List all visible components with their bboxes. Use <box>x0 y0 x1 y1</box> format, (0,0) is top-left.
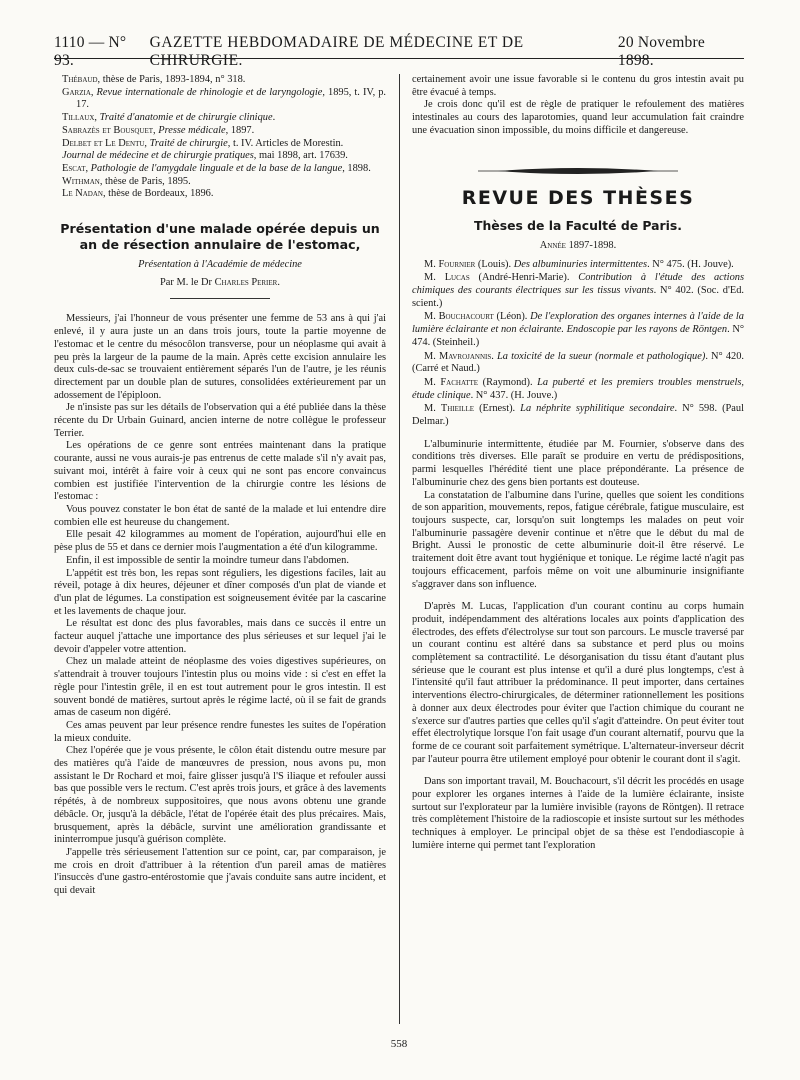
review-fournier <box>412 439 744 591</box>
article-paragraph: Je crois donc qu'il est de règle de pratiquer le refoulement des matières intestinales au cours des laparotomies, quand leur accumulation fait craindre une évacuation sinon impossible, du moins difficile et dangereuse. <box>412 99 744 136</box>
reference-author: Withman <box>62 175 100 187</box>
reference-author: Le Nadan <box>62 188 103 200</box>
review-lucas <box>412 601 744 766</box>
article-paragraph: Vous pouvez constater le bon état de santé de la malade et lui entendre dire combien elle est heureuse du changement. <box>54 503 386 528</box>
header-page-issue: 1110 — N° 93. <box>54 34 127 69</box>
review-paragraph: D'après M. Lucas, l'application d'un courant continu au corps humain produit, indépendamment des altérations locales aux points d'application des électrodes, des effets d'électrolyse sur tout son parcours. Le muscle traversé par un courant continu est altéré dans sa substance et perd plus ou moins complètement sa contractilité. Le désorganisation du tissu étant d'autant plus sérieuse que le courant est plus intense et qu'il a duré plus longtemps, c'est à l'intensité qu'il faut attribuer la prédominance. Il peut importer, dans certaines interventions électro-chirurgicales, de déterminer rationnellement les positions à donner aux deux électrodes pour éviter que l'action chimique du courant ne s'exerce sur d'autres parties que celles qu'il s'agit d'atteindre. On peut éviter tout effet électrolytique lorsque l'on fait usage d'un courant alternatif, pourvu que la forme de ce courant soit parfaitement symétrique. L'alternateur-inverseur décrit par l'auteur pourra être utilement employé pour obtenir le courant dont il s'agit. <box>412 601 744 765</box>
thesis-author-first: (Léon). <box>493 311 531 323</box>
header-date: 20 Novembre 1898. <box>617 34 705 69</box>
thesis-title: La puberté et les premiers troubles menstruels, étude clinique <box>412 376 744 401</box>
reference-title: Journal de médecine et de chirurgie pratiques <box>62 150 254 162</box>
article-body <box>54 313 386 897</box>
review-paragraph: L'albuminurie intermittente, étudiée par M. Fournier, s'observe dans des conditions très diverses. Elle paraît se produire en vertu de prédispositions, parmi lesquelles l'hérédité tient une place prépondérante. La présence de l'albuminurie chez des gens bien portants est douteuse. <box>412 438 744 488</box>
reference-details: , 1895, t. IV, p. 17. <box>76 86 386 111</box>
reference-details: , thèse de Paris, 1893-1894, n° 318. <box>97 74 246 85</box>
reference-title: Traité d'anatomie et de chirurgie clinique <box>99 112 273 124</box>
reference-item: Garzia, Revue internationale de rhinologie et de laryngologie, 1895, t. IV, p. 17. <box>62 86 386 111</box>
thesis-details: . N° 474. (Steinheil.) <box>412 324 744 348</box>
author-prefix: Par M. le Dr <box>160 276 215 288</box>
article-paragraph: J'appelle très sérieusement l'attention sur ce point, car, par comparaison, je me crois en droit d'attribuer à la rétention d'un pareil amas de matières l'insuccès d'une gastro-entérostomie que j'avais conduite sans autre incident, et qui devait <box>54 846 386 897</box>
article-paragraph: Elle pesait 42 kilogrammes au moment de l'opération, aujourd'hui elle en pèse plus de 55 et dans ce dernier mois l'augmentation a été d'un kilogramme. <box>54 529 386 554</box>
review-paragraph: La constatation de l'albumine dans l'urine, quelles que soient les conditions de son apparition, mouvements, repos, fatigue cérébrale, fatigue musculaire, est toujours suspecte, car, lorsqu'on suit longtemps les malades on peut voir l'albuminurie passagère devenir continue et n'être que le début du mal de Bright. Aussi le pronostic de cette albuminurie doit-il être réservé. Le traitement doit être avant tout hygiénique et tonique. Le régime lacté n'agit pas toujours efficacement, parfois même on voit une albuminurie insignifiante s'aggraver dans son influence. <box>412 489 744 590</box>
author-name: Charles Perier <box>214 276 278 288</box>
thesis-entry: M. Bouchacourt (Léon). De l'exploration des organes internes à l'aide de la lumière éclairante et non éclairante. Endoscopie par les rayons de Röntgen. N° 474. (Steinheil.) <box>412 311 744 348</box>
reference-title: Revue internationale de rhinologie et de laryngologie <box>96 86 323 98</box>
reference-author: Thébaud <box>62 74 98 85</box>
reference-item: Tillaux, Traité d'anatomie et de chirurgie clinique. <box>62 112 276 124</box>
thesis-title: De l'exploration des organes internes à l'aide de la lumière éclairante et non éclairante. Endoscopie par les rayons de Röntgen <box>412 311 744 336</box>
review-paragraph: Dans son important travail, M. Bouchacourt, s'il décrit les procédés en usage pour explorer les organes internes à l'aide de la lumière éclairante, insiste surtout sur l'explorateur par la lumière invisible (rayons de Röntgen). Il retrace très complètement l'histoire de la radioscopie et insiste surtout sur les méthodes techniques à employer. Le principal objet de sa thèse est l'endodiascopie à lumière interne qui permet tant l'exploration <box>412 776 744 851</box>
column-divider <box>399 74 400 1024</box>
article-title: Présentation d'une malade opérée depuis un an de résection annulaire de l'estomac, <box>60 221 380 252</box>
reference-title: Pathologie de l'amygdale linguale et de la base de la langue <box>90 162 343 174</box>
article-paragraph: Messieurs, j'ai l'honneur de vous présenter une femme de 53 ans à qui j'ai enlevé, il y aura juste un an dans trois jours, toute la partie moyenne de l'estomac et le centre du mésocôlon transverse, pour un néoplasme qui avait à peu près la largeur de la paume de la main. Après cette excision annulaire les deux culs-de-sac se trouvaient entièrement séparés l'un de l'autre, je les réunis directement par un double plan de sutures, consolidées extérieurement par un adossement de l'épiploon. <box>54 313 386 401</box>
thesis-entry: M. Fournier (Louis). Des albuminuries intermittentes. N° 475. (H. Jouve). <box>424 258 734 270</box>
thesis-author: Mavrojannis <box>438 350 492 362</box>
article-paragraph: Les opérations de ce genre sont entrées maintenant dans la pratique courante, aussi ne vous aurais-je pas entrenus de cette malade s'il n'y avait pas, suivant moi, intérêt à faire voir à ceux qui ne sont pas encore convaincus combien est justifiée l'intervention de la chirurgie contre les lésions de l'estomac : <box>54 440 386 503</box>
thesis-entry: M. Thieille (Ernest). La néphrite syphilitique secondaire. N° 598. (Paul Delmar.) <box>412 403 744 428</box>
reference-item: Escat, Pathologie de l'amygdale linguale et de la base de la langue, 1898. <box>62 162 371 174</box>
reference-author: Sabrazès et Bousquet <box>62 124 154 136</box>
article-author <box>54 277 386 290</box>
reference-author: Garzia <box>62 86 91 98</box>
reference-item <box>54 150 386 163</box>
reference-title: Traité de chirurgie <box>149 137 228 149</box>
thesis-author-first: (Louis). <box>475 258 514 270</box>
review-title: REVUE DES THÈSES <box>461 186 695 209</box>
thesis-details: . N° 475. (H. Jouve). <box>647 258 734 270</box>
header-journal-title: GAZETTE HEBDOMADAIRE DE MÉDECINE ET DE CHIRURGIE. <box>149 34 524 69</box>
article-subtitle: Présentation à l'Académie de médecine <box>138 259 302 271</box>
thesis-entry: M. Mavrojannis. La toxicité de la sueur (normale et pathologique). N° 420. (Carré et Naud.) <box>412 350 745 375</box>
two-column-body <box>54 74 744 1034</box>
reference-title: Presse médicale <box>158 124 226 136</box>
thesis-details: . N° 598. (Paul Delmar.) <box>412 403 744 428</box>
thesis-author-first: (André-Henri-Marie). <box>469 272 579 284</box>
reference-details: , 1898. <box>342 162 371 174</box>
article-paragraph: certainement avoir une issue favorable si le contenu du gros intestin avait pu être évacué à temps. <box>412 74 744 98</box>
reference-author: Tillaux <box>62 112 95 124</box>
thesis-details: . N° 420. (Carré et Naud.) <box>412 350 745 375</box>
thesis-author-first: (Raymond). <box>478 376 538 388</box>
running-header <box>54 34 744 69</box>
thesis-entry: M. Fachatte (Raymond). La puberté et les premiers troubles menstruels, étude clinique. N° 437. (H. Jouve.) <box>412 376 744 401</box>
thesis-author: Thieille <box>440 403 475 415</box>
thesis-title: Contribution à l'étude des actions chimiques des courants électriques sur les tissus vivants <box>412 272 745 297</box>
article-paragraph: Chez un malade atteint de néoplasme des voies digestives supérieures, on s'attendrait à trouver toujours l'intestin plus ou moins vide : si c'est en effet la règle pour l'intestin grêle, il en est tout autrement pour le gros intestin. Il est souvent bondé de matières, surtout après le régime lacté, où il se fait de grands amas de caseum non digéré. <box>54 656 386 719</box>
reference-details: . <box>272 112 276 124</box>
reference-item <box>54 74 386 87</box>
thesis-details: . N° 402. (Soc. d'Ed. scient.) <box>412 285 744 309</box>
article-rule <box>170 298 270 299</box>
article-paragraph: Enfin, il est impossible de sentir la moindre tumeur dans l'abdomen. <box>66 554 349 566</box>
review-bouchacourt <box>412 776 744 852</box>
reference-details: , 1897. <box>225 124 255 136</box>
thesis-author: Lucas <box>444 272 470 284</box>
article-paragraph: L'appétit est très bon, les repas sont réguliers, les digestions faciles, lait au réveil, potage à dix heures, déjeuner et dîner composés d'un plat de viande et d'un plat de légumes. La constipation est soigneusement évitée par la cascarine et les lavements de chaque jour. <box>54 567 386 617</box>
thesis-title: La toxicité de la sueur (normale et pathologique) <box>497 350 706 362</box>
reference-details: , thèse de Paris, 1895. <box>99 175 191 187</box>
reference-details: , thèse de Bordeaux, 1896. <box>102 188 214 200</box>
section-ornament <box>478 166 678 176</box>
reference-details: , t. IV. Articles de Morestin. <box>227 137 344 149</box>
thesis-author-first: (Ernest). <box>474 403 521 415</box>
year-value: 1897-1898. <box>568 239 617 251</box>
thesis-author-first: . <box>491 350 497 362</box>
reference-author: Delbet et Le Dentu <box>62 137 145 149</box>
reference-item: Sabrazès et Bousquet, Presse médicale, 1897. <box>62 124 255 136</box>
article-paragraph: Le résultat est donc des plus favorables, mais dans ce succès il entre un facteur auquel j'attache une importance des plus sérieuses et sur lequel j'ai le devoir d'appeler votre attention. <box>54 618 386 655</box>
reference-author: Escat <box>62 162 86 174</box>
right-column <box>412 74 744 853</box>
thesis-title: Des albuminuries intermittentes <box>513 258 648 270</box>
article-continuation <box>412 74 744 138</box>
page-number: 558 <box>390 1038 408 1050</box>
thesis-author: Bouchacourt <box>438 311 494 323</box>
article-paragraph: Ces amas peuvent par leur présence rendre funestes les suites de l'opération la mieux conduite. <box>54 719 386 744</box>
page <box>54 34 744 1064</box>
thesis-details: . N° 437. (H. Jouve.) <box>470 389 558 401</box>
article-paragraph: Chez l'opérée que je vous présente, le côlon était distendu outre mesure par des matières qu'à l'aide de manœuvres de pression, nous avons pu, mon assistant le Dr Rochard et moi, faire glisser jusqu'à l'S iliaque et refouler aussi bas que possible vers le rectum. C'est après trois jours, et grâce à des lavements répétés, à de nombreux suppositoires, que nous avons obtenu une grande débâcle. Or, jusqu'à la débâcle, l'état de l'opérée était des plus précaires. Mais, brusquement, après la débâcle, survint une amélioration grandissante et ininterrompue jusqu'à guérison complète. <box>54 745 386 846</box>
review-year <box>412 240 744 253</box>
thesis-list <box>412 259 744 429</box>
author-suffix: . <box>277 276 280 288</box>
thesis-author: Fachatte <box>440 376 479 388</box>
review-subtitle: Thèses de la Faculté de Paris. <box>474 218 682 234</box>
reference-item <box>54 188 386 201</box>
thesis-title: La néphrite syphilitique secondaire <box>520 403 675 415</box>
reference-details: , mai 1898, art. 17639. <box>253 150 348 162</box>
thesis-entry: M. Lucas (André-Henri-Marie). Contribution à l'étude des actions chimiques des courants électriques sur les tissus vivants. N° 402. (Soc. d'Ed. scient.) <box>412 272 745 309</box>
article-paragraph: Je n'insiste pas sur les détails de l'observation qui a été publiée dans la thèse récente du Dr Urbain Guinard, ancien interne de notre collègue le professeur Terrier. <box>54 402 386 439</box>
reference-item <box>54 176 386 189</box>
left-column <box>54 74 386 898</box>
bibliography <box>54 74 386 201</box>
year-label: Année <box>539 239 566 251</box>
thesis-author: Fournier <box>438 258 476 270</box>
reference-item: Delbet et Le Dentu, Traité de chirurgie, t. IV. Articles de Morestin. <box>62 137 344 149</box>
